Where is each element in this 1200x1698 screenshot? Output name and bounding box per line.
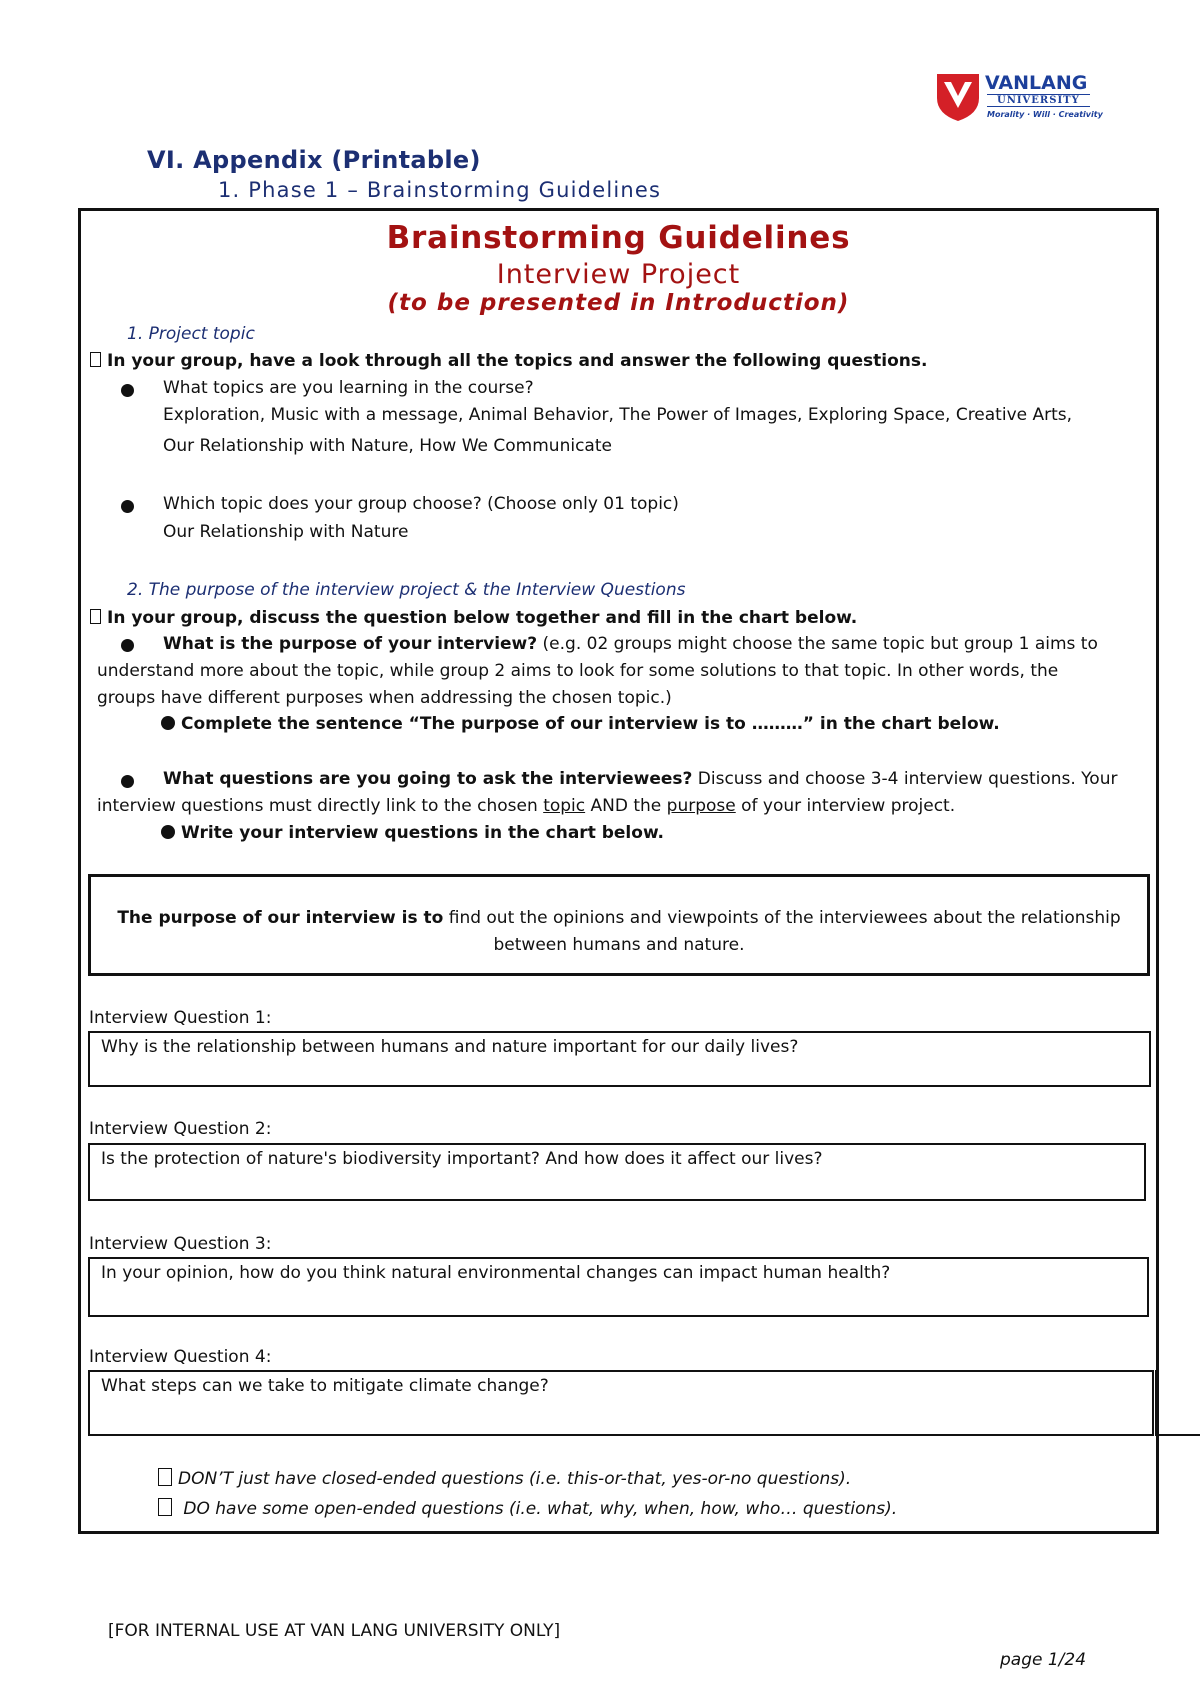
part2-b1 — [163, 634, 1098, 654]
part1-a2: Our Relationship with Nature — [163, 522, 409, 542]
doc-subtitle: Interview Project — [496, 259, 741, 290]
question-4-label: Interview Question 4: — [89, 1347, 272, 1367]
part2-b1-task-text: Complete the sentence “The purpose of our interview is to ………” in the chart below. — [181, 714, 1000, 734]
check-icon — [158, 1498, 172, 1516]
question-1-box[interactable] — [88, 1031, 1151, 1087]
sub-heading: 1. Phase 1 – Brainstorming Guidelines — [218, 178, 662, 202]
part1-q2: Which topic does your group choose? (Choose only 01 topic) — [163, 494, 679, 514]
purpose-text — [91, 905, 1147, 959]
arrow-icon — [90, 352, 101, 367]
tip-dont-text: DON’T just have closed-ended questions (i.e. this-or-that, yes-or-no questions). — [178, 1469, 852, 1489]
part2-b1-bold: What is the purpose of your interview? — [163, 634, 538, 654]
section-heading: VI. Appendix (Printable) — [147, 146, 481, 174]
question-3-text: In your opinion, how do you think natural environmental changes can impact human health? — [101, 1263, 891, 1283]
shield-logo-icon — [935, 72, 981, 122]
part2-b1-rest: (e.g. 02 groups might choose the same topic but group 1 aims to — [537, 634, 1098, 654]
part2-b2-line2-b: AND the — [585, 796, 667, 816]
table-border-line — [1155, 1370, 1157, 1436]
doc-note: (to be presented in Introduction) — [387, 290, 850, 316]
question-2-text: Is the protection of nature's biodiversity important? And how does it affect our lives? — [101, 1149, 823, 1169]
purpose-box[interactable] — [88, 874, 1150, 976]
part1-instruction-text: In your group, have a look through all the topics and answer the following questions. — [107, 351, 928, 371]
logo-tagline: Morality · Will · Creativity — [987, 110, 1103, 119]
purpose-answer: find out the opinions and viewpoints of the interviewees about the relationship between humans and nature. — [443, 908, 1121, 955]
question-2-box[interactable] — [88, 1143, 1146, 1201]
tip-do-text: DO have some open-ended questions (i.e. what, why, when, how, who… questions). — [178, 1499, 898, 1519]
part2-b2-bold: What questions are you going to ask the interviewees? — [163, 769, 693, 789]
question-3-box[interactable] — [88, 1257, 1149, 1317]
tip-do — [158, 1498, 897, 1519]
table-border-line — [1155, 1434, 1200, 1436]
part2-b2 — [163, 769, 1117, 789]
part2-b1-line2: understand more about the topic, while group 2 aims to look for some solutions to that topic. In other words, the — [97, 661, 1059, 681]
question-2-label: Interview Question 2: — [89, 1119, 272, 1139]
logo-sub: UNIVERSITY — [987, 94, 1090, 107]
question-1-label: Interview Question 1: — [89, 1008, 272, 1028]
part2-b1-task — [161, 714, 1000, 734]
part1-a1-line2: Our Relationship with Nature, How We Communicate — [163, 436, 612, 456]
purpose-lead: The purpose of our interview is to — [117, 908, 444, 928]
part1-a1-line1: Exploration, Music with a message, Animal Behavior, The Power of Images, Exploring Space, Creative Arts, — [163, 405, 1073, 425]
university-logo — [935, 72, 1103, 124]
question-4-box[interactable] — [88, 1370, 1154, 1436]
bullet-icon — [121, 500, 134, 513]
part2-b1-line3: groups have different purposes when addressing the chosen topic.) — [97, 688, 672, 708]
part2-b2-line2-c: of your interview project. — [735, 796, 956, 816]
part2-b2-task-text: Write your interview questions in the chart below. — [181, 823, 665, 843]
hand-pointer-icon — [161, 716, 175, 730]
part2-b2-topic: topic — [543, 796, 586, 816]
part1-heading: 1. Project topic — [127, 324, 255, 344]
part2-b2-rest: Discuss and choose 3-4 interview questions. Your — [692, 769, 1118, 789]
part2-instruction — [90, 608, 857, 628]
part1-instruction — [90, 351, 927, 371]
logo-brand: VANLANG — [985, 72, 1088, 94]
part2-instruction-text: In your group, discuss the question below together and fill in the chart below. — [107, 608, 858, 628]
footer-internal-note: [FOR INTERNAL USE AT VAN LANG UNIVERSITY ONLY] — [108, 1621, 561, 1641]
hand-pointer-icon — [161, 825, 175, 839]
tip-dont — [158, 1468, 851, 1489]
doc-title: Brainstorming Guidelines — [386, 220, 851, 256]
bullet-icon — [121, 639, 134, 652]
part2-b2-line2 — [97, 796, 955, 816]
question-3-label: Interview Question 3: — [89, 1234, 272, 1254]
part2-heading: 2. The purpose of the interview project & the Interview Questions — [127, 580, 686, 600]
part2-b2-purpose: purpose — [666, 796, 736, 816]
part2-b2-task — [161, 823, 664, 843]
cross-icon — [158, 1468, 172, 1486]
part2-b2-line2-a: interview questions must directly link to the chosen — [97, 796, 544, 816]
question-1-text: Why is the relationship between humans and nature important for our daily lives? — [101, 1037, 799, 1057]
part1-q1: What topics are you learning in the course? — [163, 378, 534, 398]
page-number: page 1/24 — [1000, 1650, 1087, 1670]
bullet-icon — [121, 384, 134, 397]
bullet-icon — [121, 775, 134, 788]
question-4-text: What steps can we take to mitigate climate change? — [101, 1376, 549, 1396]
arrow-icon — [90, 609, 101, 624]
